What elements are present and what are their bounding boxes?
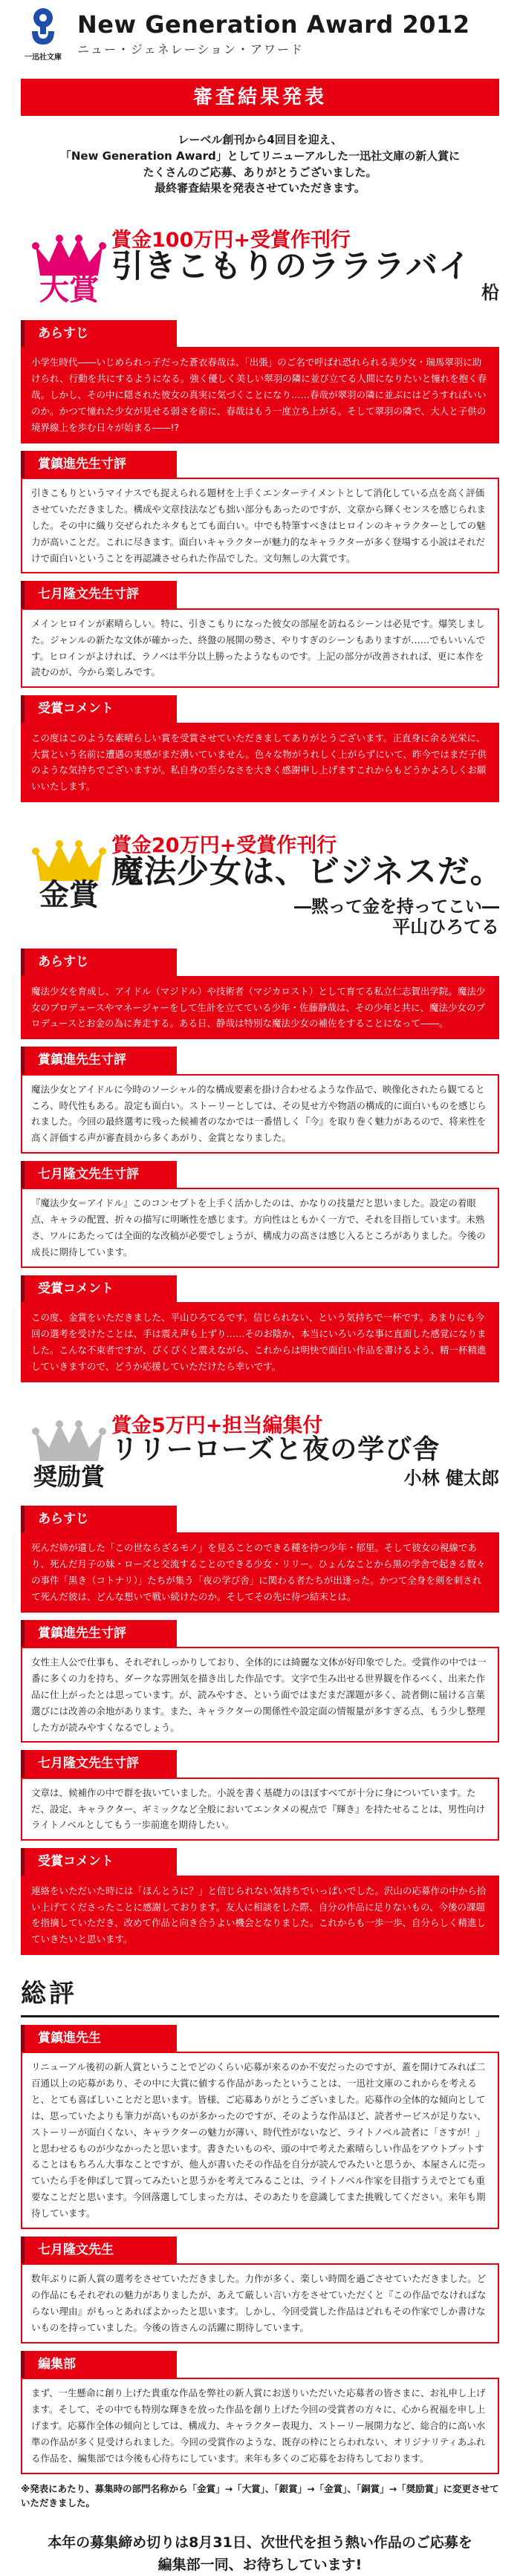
section-body: 文章は、候補作の中で群を抜いていました。小説を書く基礎力のほぼすべてが十分に身についています。ただ、設定、キャラクター、ギミックなど全般においてエンタメの視点で『輝き』を持たせることは、男性向けライトノベルとしてもう一歩前進を期待したい。	[21, 1777, 499, 1841]
closing-message	[21, 2532, 499, 2576]
crown-icon	[21, 822, 117, 918]
section-body: 女性主人公で仕事も、それぞれしっかりしており、全体的には綺麗な文体が好印象でした。受賞作の中では一番に多くの力を持ち、ダークな雰囲気を描き出した作品です。文字で生み出せる世界観を作るべく、出来た作品に仕上がったとは思っています。が、読みやすさ、という面ではまだまだ課題が多く、読者側に届ける言葉選びには改善の余地があります。また、キャラクターの関係性や設定面の情報量が多すぎる点、もう少し整理した方が読みやすくなるでしょう。	[21, 1647, 499, 1743]
section-heading: 七月隆文先生	[21, 2237, 177, 2263]
section-body: 魔法少女を育成し、アイドル（マジドル）や技術者（マジカロスト）として育てる私立仁志賀出学院。魔法少女のプロデュースやマネージャーをして生計を立てている少年・佐藤静哉は、その少年と共に、魔法少女のプロデュースとお金の為に奔走する。ある日、静哉は特別な魔法少女の補佐をすることになって――。	[21, 976, 499, 1040]
publisher-name: 一迅社文庫	[25, 53, 62, 62]
closing-line: 本年の募集締め切りは8月31日、次世代を担う熱い作品のご応募を	[48, 2534, 472, 2551]
section-heading: 七月隆文先生寸評	[21, 581, 177, 608]
intro-text	[21, 132, 499, 197]
section-heading: あらすじ	[21, 320, 177, 347]
award-author: 平山ひろてる	[392, 917, 499, 938]
section-body: この度はこのような素晴らしい賞を受賞させていただきましてありがとうございます。正直身に余る光栄に、大賞という名前に遭遇の実感がまだ湧いていません。色々な物がうれしく上がらずにいて、昨今ではまだ子供のような気持ちでございますが。私自身の至らなさを大きく感謝申し上げますこれからもどうかよろしくお願いいたします。	[21, 723, 499, 803]
section-heading: 七月隆文先生寸評	[21, 1161, 177, 1188]
section-body: 連絡をいただいた時には「ほんとうに？」と信じられない気持ちでいっぱいでした。沢山の応募作の中から拾い上げてくださったことに感謝しております。友人に相談をした際、自分の作品に足りないもの、今後の課題を指摘していただき、改めて作品と向き合うよい機会となりました。これからも一歩一歩、自分らしく精進していきたいと思います。	[21, 1876, 499, 1956]
section-body: 魔法少女とアイドルに今時のソーシャル的な構成要素を掛け合わせるような作品で、映像化されたら観てるところ、時代性もある。設定も面白い。ストーリーとしては、その見せ方や物語の構成的に面白いものを感じられました。今回の最終選考に残った候補者のなかでは一番惜しく『今』を取り巻く魅力があるので、将来性を高く評価する声が審査員から多くあがり、金賞となりました。	[21, 1074, 499, 1154]
award-work-title: リリーローズと夜の学び舎	[111, 1434, 441, 1465]
section-heading: 賞鎮進先生寸評	[21, 1047, 177, 1073]
award-prize: 賞金5万円+担当編集付	[111, 1414, 323, 1437]
section-heading: 受賞コメント	[21, 1848, 177, 1875]
section-heading: 賞鎮進先生	[21, 2025, 177, 2052]
award-encouragement-header	[21, 1402, 499, 1498]
section-heading: 受賞コメント	[21, 695, 177, 722]
intro-line: レーベル創刊から4回目を迎え、	[178, 133, 342, 146]
closing-line: 編集部一同、お待ちしています!	[157, 2556, 363, 2573]
results-banner: 審査結果発表	[21, 79, 499, 116]
section-heading: あらすじ	[21, 1506, 177, 1532]
section-heading: 七月隆文先生寸評	[21, 1750, 177, 1777]
page-subtitle: ニュー・ジェネレーション・アワード	[77, 42, 305, 57]
section-body: 『魔法少女＝アイドル』このコンセプトを上手く活かしたのは、かなりの技量だと思いました。設定の着眼点、キャラの配置、折々の描写に明晰性を感じます。方向性はともかく一方で、それを目指しています。未熟さ、ワルにあたっては全面的な改稿が必要でしょうが、構成力の高さは感じ入るところがありました。今後の成長に期待しています。	[21, 1188, 499, 1268]
award-work-subtitle: ―黙って金を持ってこい―	[294, 897, 499, 917]
section-heading: あらすじ	[21, 949, 177, 975]
rename-note: ※発表にあたり、募集時の部門名称から「金賞」→「大賞」、「銀賞」→「金賞」、「銅賞」→「奨励賞」に変更させていただきました。	[21, 2482, 499, 2508]
section-body: まず、一生懸命に創り上げた貴重な作品を弊社の新人賞にお送りいただいた応募者の皆さまに、お礼申し上げます。そして、その中でも特別な輝きを放った作品を創り上げた今回の受賞者の方々に、心から祝福を申し上げます。応募作全体の傾向としては、構成力、キャラクター表現力、ストーリー展開力など、総合的に高い水準の作品が多く見受けられました。今回の受賞作のような、既存の枠にとらわれない、オリジナリティあふれる作品を、編集部では今後も心待ちにしています。来年も多くのご応募をお待ちしております。	[21, 2378, 499, 2473]
award-work-title: 魔法少女は、ビジネスだ。	[111, 853, 503, 891]
section-body: この度、金賞をいただきました、平山ひろてるです。信じられない、という気持ちで一杯です。あまりにも今回の選考を受けたことは、手は震え声も上ずり……そのお陰か、本当にいろいろな事に直面した感覚になりました。こんな不束者ですが、ぴくぴくと震えながら、これからは明快で面白い作品を書けるよう、精一杯精進していきますので、どうか応援していただけたら幸いです。	[21, 1302, 499, 1382]
section-heading: 編集部	[21, 2351, 177, 2378]
section-body: 小学生時代――いじめられっ子だった蒼衣春哉は、「出張」のご名で呼ばれ恐れられる美少女・瑞馬翠羽に助けられ、行動を共にするようになる。強く優しく美しい翠羽の隣に並び立てる人間になりたいと憧れを抱く春哉。しかし、その中に隠された彼女の真実に気づくことになり……春哉が翠羽の隣に並ぶにはどうすればいいのか。かつて憧れた少女が見せる弱さを前に、春哉はもう一度立ち上がる。そして翠羽の隣で、大人と子供の境界線上を歩む日々が始まる――!?	[21, 347, 499, 443]
crown-icon	[21, 216, 117, 313]
award-prize: 賞金20万円+受賞作刊行	[111, 834, 337, 858]
award-gold-prize-header	[21, 822, 503, 918]
section-body: 引きこもりというマイナスでも捉えられる題材を上手くエンターテイメントとして消化している点を高く評価させていただきました。構成や文章技法なども拙い部分もあったのですが、文章から輝くセンスを感じられました。その中に織り交ぜられたネタもとても面白い。中でも特筆すべきはヒロインのキャラクターとしての魅力が高いことだ。これに尽きます。面白いキャラクターが魅力的なキャラクターが多く登場する小説はそれだけで面白いということを再認識させられた作品でした。文句無しの大賞です。	[21, 478, 499, 573]
award-label: 奨励賞	[33, 1462, 105, 1491]
publisher-logo[interactable]	[21, 6, 65, 68]
award-author: 小林 健太郎	[403, 1467, 499, 1489]
intro-line: たくさんのご応募、ありがとうございました。	[143, 165, 377, 179]
section-heading: 賞鎮進先生寸評	[21, 1620, 177, 1647]
section-body: 数年ぶりに新人賞の選考をさせていただきました。力作が多く、楽しい時間を過ごさせていただきました。どの作品にもそれぞれの魅力がありましたが、あえて厳しい言い方をさせていただくと『この作品でなければならない理由』がもっとあればよかったと思います。しかし、今回受賞した作品はどれもその作家でしか書けないものを持っていました。今後の皆さんの活躍に期待しています。	[21, 2263, 499, 2344]
summary-sections	[21, 2017, 499, 2474]
award-encouragement-sections	[21, 1498, 499, 1955]
summary-title: 総評	[21, 1974, 499, 2017]
award-grand-prize-sections	[21, 313, 499, 802]
title-block	[77, 6, 470, 59]
section-body: 死んだ姉が遺した「この世ならざるモノ」を見ることのできる種を持つ少年・郁里。そして彼女の視線であり、死んだ月子の妹・ローズと交流することのできる少女・リリー。ひょんなことから黒の学舎で起きる数々の事件「黒き（コトナリ）」たちが集う「夜の学び舎」に関わる者たちが出逢った。かつて全身を剣を刺されて死んだ彼は、どんな想いで戦い続けたのか。そしてその先に待つ結末とは。	[21, 1532, 499, 1613]
crown-icon	[21, 1402, 117, 1498]
intro-line: 「New Generation Award」としてリニューアルした一迅社文庫の新人賞に	[59, 149, 461, 163]
header	[21, 0, 499, 68]
publisher-logo-icon	[27, 6, 59, 49]
award-gold-prize-sections	[21, 941, 499, 1382]
award-grand-prize-header	[21, 216, 499, 313]
award-prize: 賞金100万円+受賞作刊行	[111, 229, 351, 252]
section-body: メインヒロインが素晴らしい。特に、引きこもりになった彼女の部屋を訪ねるシーンは必見です。爆笑しました。ジャンルの新たな文体が確かった、終盤の展開の勢さ、やりすぎのシーンもありますが……でもいいんです。ヒロインがよければ、ラノベは半分以上勝ったようなものです。上記の部分が改善されれば、更に本作を読むのが、今から楽しみです。	[21, 608, 499, 689]
award-label: 大賞	[39, 272, 99, 307]
section-heading: 賞鎮進先生寸評	[21, 451, 177, 478]
award-author: 柗	[481, 282, 499, 303]
page-title: New Generation Award 2012	[77, 10, 470, 39]
intro-line: 最終審査結果を発表させていただきます。	[155, 181, 365, 195]
section-heading: 受賞コメント	[21, 1275, 177, 1302]
award-label: 金賞	[39, 877, 99, 913]
award-work-title: 引きこもりのラララバイ	[111, 248, 471, 285]
section-body: リニューアル後初の新人賞ということでどのくらい応募が来るのか不安だったのですが、蓋を開けてみれば二百通以上の応募があり、その中に大賞に値する作品があったということは、一迅社文庫のこれからを考えると、とても喜ばしいことだと思います。皆様、ご応募ありがとうございました。応募作の全体的な傾向としては、思っていたよりも筆力が高いものが多かったのですが、そのような作品ほど、読者サービスが足りない、ストーリーが面白くない、キャラクターの魅力が薄い、時代性がないなど、ライトノベル読者に「さすが！」と思わせるものが少なかったと思います。書きたいものや、頭の中で考えた素晴らしい作品をアウトプットすることはもちろん大事なことですが、他人が書いたその作品を自分が読んでみたいと思うか、本屋さんに売っていたら手を伸ばして買ってみたいと思うかを考えてみることは、ライトノベル作家を目指すうえでとても重要なことだと思います。今回落選してしまった方は、そのあたりを意識してまた挑戦してください。来年も期待しています。	[21, 2052, 499, 2229]
